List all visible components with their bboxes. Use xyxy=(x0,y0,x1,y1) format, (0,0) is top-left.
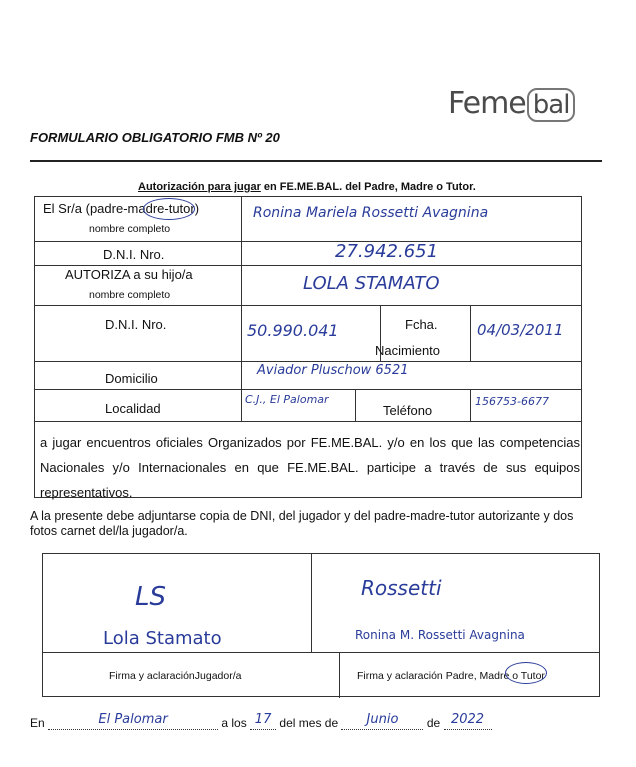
form-title: FORMULARIO OBLIGATORIO FMB Nº 20 xyxy=(30,130,280,145)
phone-label: Teléfono xyxy=(383,403,433,418)
authorizes-label: AUTORIZA a su hijo/a xyxy=(65,267,193,282)
birth-label-2: Nacimiento xyxy=(375,343,441,358)
child-sublabel: nombre completo xyxy=(89,289,171,301)
femebal-logo xyxy=(448,86,575,121)
sig-col-divider xyxy=(339,652,340,698)
guardian-sublabel: nombre completo xyxy=(89,223,171,235)
authorization-text: a jugar encuentros oficiales Organizados por FE.ME.BAL. y/o en los que las competencias Nacionales y/o Internacionales en que FE.ME.BAL. participe a través de sus equipos representativos. xyxy=(40,435,580,500)
place-field[interactable] xyxy=(48,712,218,730)
col-divider xyxy=(470,389,471,421)
month-value: Junio xyxy=(366,712,399,727)
row-divider xyxy=(35,241,581,242)
row-divider xyxy=(35,389,581,390)
city-label: Localidad xyxy=(105,401,161,416)
guardian-signature: Rossetti xyxy=(361,576,442,600)
mes-label: del mes de xyxy=(279,716,339,730)
guardian-label: El Sr/a (padre-madre-tutor) xyxy=(43,201,200,216)
sig-col-divider xyxy=(311,554,312,652)
year-field[interactable] xyxy=(444,712,492,730)
address-value[interactable]: Aviador Pluschow 6521 xyxy=(257,363,409,378)
col-divider xyxy=(355,389,356,421)
logo-text: Feme xyxy=(448,86,526,121)
attachment-note: A la presente debe adjuntarse copia de DNI, del jugador y del padre-madre-tutor autorizante y dos fotos carnet del/la jugador/a. xyxy=(30,509,574,538)
subtitle-underlined: Autorización para jugar xyxy=(138,181,261,193)
col-divider xyxy=(241,197,242,421)
guardian-dni-label: D.N.I. Nro. xyxy=(103,247,165,262)
city-value[interactable]: C.J., El Palomar xyxy=(245,393,329,406)
birth-date-value[interactable]: 04/03/2011 xyxy=(477,321,564,339)
address-label: Domicilio xyxy=(105,371,158,386)
child-dni-label: D.N.I. Nro. xyxy=(105,317,167,332)
day-value: 17 xyxy=(254,712,272,727)
logo-box-text: bal xyxy=(527,88,576,122)
child-name-value[interactable]: LOLA STAMATO xyxy=(303,273,440,294)
phone-value[interactable]: 156753-6677 xyxy=(475,395,549,408)
row-divider xyxy=(35,265,581,266)
player-signature-label: Firma y aclaraciónJugador/a xyxy=(109,670,242,682)
day-field[interactable] xyxy=(250,712,276,730)
form-subtitle xyxy=(138,181,476,193)
sig-divider xyxy=(43,652,599,653)
row-divider xyxy=(35,361,581,362)
signature-box xyxy=(42,553,600,697)
guardian-dni-value[interactable]: 27.942.651 xyxy=(335,241,439,262)
de-label: de xyxy=(426,716,441,730)
a-los-label: a los xyxy=(221,716,247,730)
title-rule xyxy=(30,160,602,162)
year-value: 2022 xyxy=(450,712,485,727)
row-divider xyxy=(35,305,581,306)
guardian-signature-label: Firma y aclaración Padre, Madre o Tutor xyxy=(357,670,545,682)
col-divider xyxy=(470,305,471,361)
place-value: El Palomar xyxy=(98,712,168,727)
child-dni-value[interactable]: 50.990.041 xyxy=(247,321,339,340)
subtitle-rest: en FE.ME.BAL. del Padre, Madre o Tutor. xyxy=(260,181,476,193)
month-field[interactable] xyxy=(341,712,423,730)
player-printed-name[interactable]: Lola Stamato xyxy=(103,628,222,649)
madre-circle xyxy=(505,662,547,684)
en-label: En xyxy=(30,716,45,730)
player-signature: LS xyxy=(135,582,166,612)
birth-label-1: Fcha. xyxy=(405,317,438,332)
date-place-line xyxy=(30,712,492,730)
madre-circle xyxy=(143,198,195,220)
guardian-name-value[interactable]: Ronina Mariela Rossetti Avagnina xyxy=(253,205,489,221)
row-divider xyxy=(35,421,581,422)
guardian-printed-name[interactable]: Ronina M. Rossetti Avagnina xyxy=(355,628,525,642)
